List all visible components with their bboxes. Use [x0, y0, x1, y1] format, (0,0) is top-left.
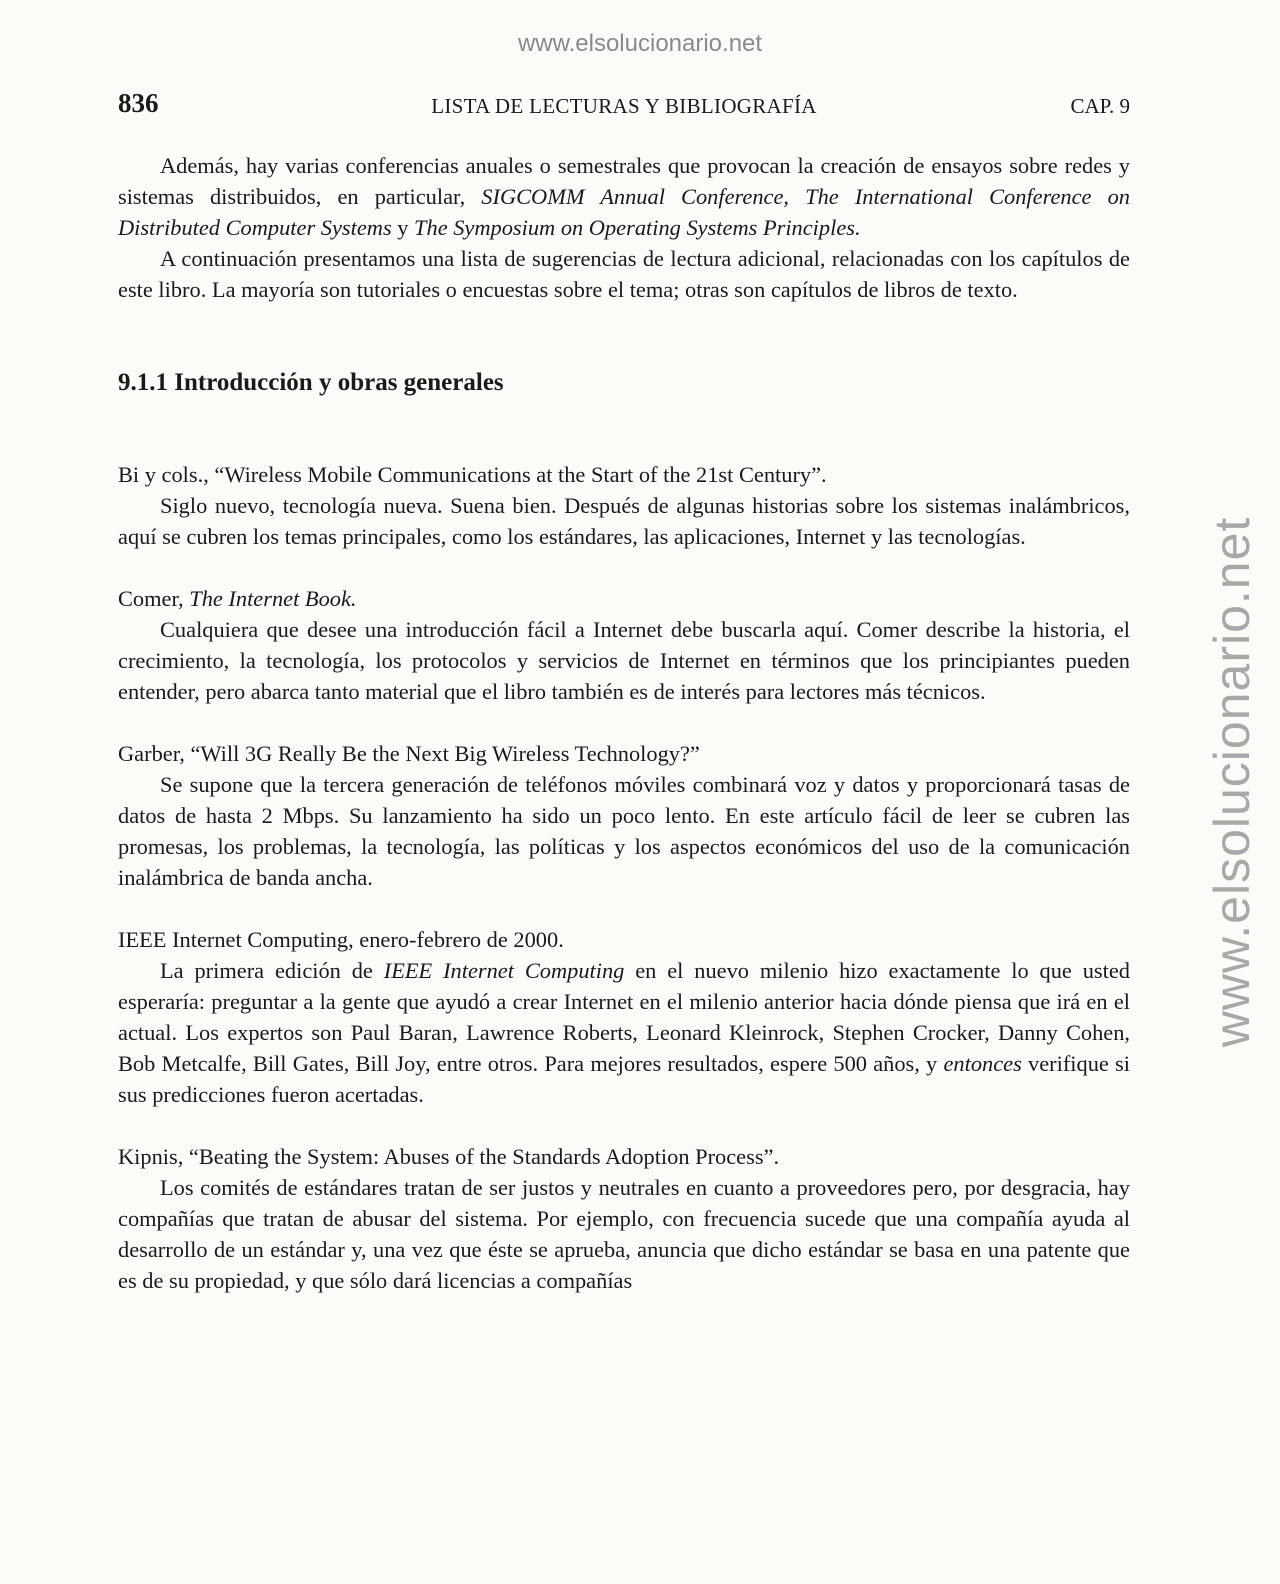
running-title: LISTA DE LECTURAS Y BIBLIOGRAFÍA	[431, 94, 817, 118]
page-header	[118, 88, 1130, 124]
bib-entry	[118, 924, 1130, 1110]
bib-entry	[118, 738, 1130, 893]
entry-description: Los comités de estándares tratan de ser justos y neutrales en cuanto a proveedores pero, por desgracia, hay compañías que tratan de abusar del sistema. Por ejemplo, con frecuencia sucede que una compañía ayuda al desarrollo de un estándar y, una vez que éste se aprueba, anuncia que dicho estándar se basa en una patente que es de su propiedad, y que sólo dará licencias a compañías	[118, 1175, 1130, 1293]
page-content	[118, 150, 1130, 1327]
entry-reference: Garber, “Will 3G Really Be the Next Big Wireless Technology?”	[118, 741, 700, 766]
watermark-top: www.elsolucionario.net	[517, 30, 763, 57]
bib-entry	[118, 583, 1130, 707]
entry-reference: Bi y cols., “Wireless Mobile Communications at the Start of the 21st Century”.	[118, 462, 827, 487]
bib-entry	[118, 1141, 1130, 1296]
entry-reference: IEEE Internet Computing, enero-febrero de 2000.	[118, 927, 564, 952]
chapter-label: CAP. 9	[1070, 94, 1130, 118]
entry-description: Siglo nuevo, tecnología nueva. Suena bien. Después de algunas historias sobre los sistemas inalámbricos, aquí se cubren los temas principales, como los estándares, las aplicaciones, Internet y las tecnologías.	[118, 493, 1130, 549]
intro-paragraph-2: A continuación presentamos una lista de sugerencias de lectura adicional, relacionadas con los capítulos de este libro. La mayoría son tutoriales o encuestas sobre el tema; otras son capítulos de libros de texto.	[118, 246, 1130, 302]
entry-description: La primera edición de IEEE Internet Computing en el nuevo milenio hizo exactamente lo que usted esperaría: preguntar a la gente que ayudó a crear Internet en el milenio anterior hacia dónde piensa que irá en el actual. Los expertos son Paul Baran, Lawrence Roberts, Leonard Kleinrock, Stephen Crocker, Danny Cohen, Bob Metcalfe, Bill Gates, Bill Joy, entre otros. Para mejores resultados, espere 500 años, y entonces verifique si sus predicciones fueron acertadas.	[118, 958, 1130, 1107]
watermark-side: www.elsolucionario.net	[1204, 516, 1260, 1048]
page-number: 836	[118, 88, 159, 118]
entry-description: Se supone que la tercera generación de teléfonos móviles combinará voz y datos y proporcionará tasas de datos de hasta 2 Mbps. Su lanzamiento ha sido un poco lento. En este artículo fácil de leer se cubren las promesas, los problemas, la tecnología, las políticas y los aspectos económicos del uso de la comunicación inalámbrica de banda ancha.	[118, 772, 1130, 890]
entry-description: Cualquiera que desee una introducción fácil a Internet debe buscarla aquí. Comer describe la historia, el crecimiento, la tecnología, los protocolos y servicios de Internet en términos que los principiantes pueden entender, pero abarca tanto material que el libro también es de interés para lectores más técnicos.	[118, 617, 1130, 704]
entry-reference: Comer, The Internet Book.	[118, 586, 357, 611]
section-title: 9.1.1 Introducción y obras generales	[118, 369, 504, 396]
entry-reference: Kipnis, “Beating the System: Abuses of the Standards Adoption Process”.	[118, 1144, 780, 1169]
bib-entry	[118, 459, 1130, 552]
intro-paragraph-1: Además, hay varias conferencias anuales o semestrales que provocan la creación de ensayos sobre redes y sistemas distribuidos, en particular, SIGCOMM Annual Conference, The International Conference on Distributed Computer Systems y The Symposium on Operating Systems Principles.	[118, 153, 1130, 240]
